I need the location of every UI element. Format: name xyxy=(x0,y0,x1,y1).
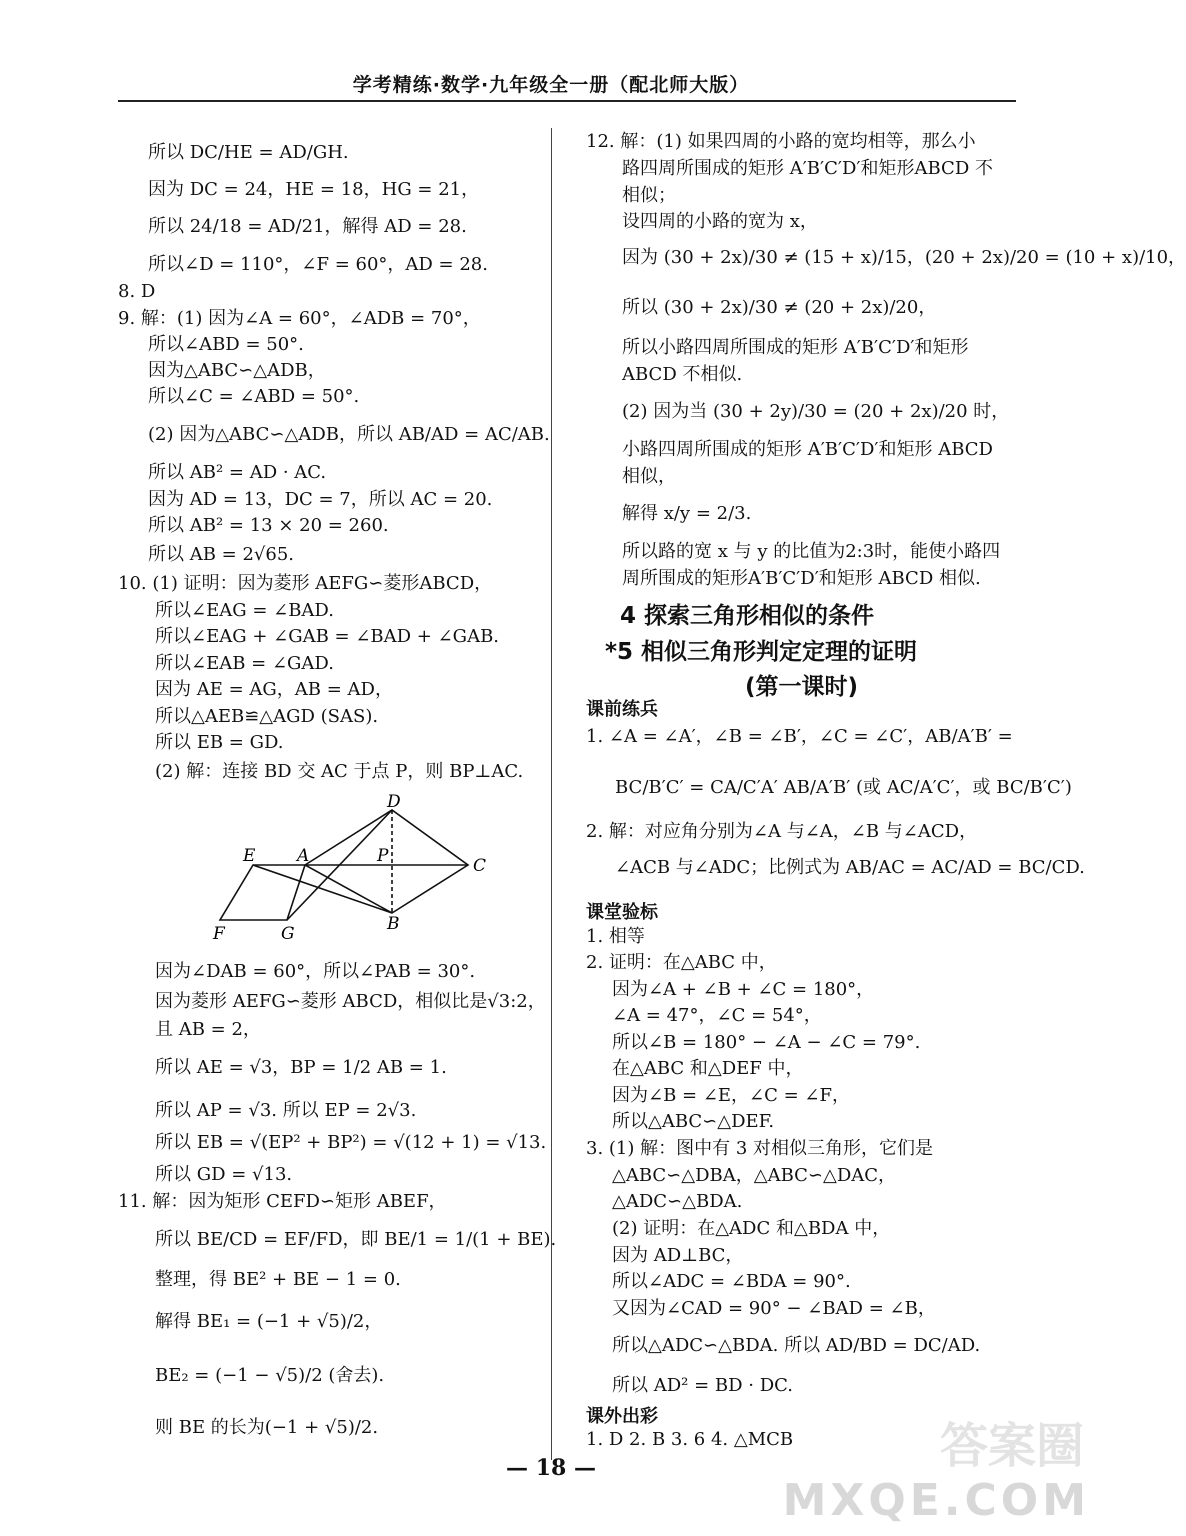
label-e: E xyxy=(243,846,256,866)
left-col-line: 因为 DC = 24，HE = 18，HG = 21， xyxy=(148,179,480,200)
left-col-line: 9. 解：(1) 因为∠A = 60°，∠ADB = 70°， xyxy=(118,308,481,329)
label-a: A xyxy=(297,846,310,866)
left-col-line: 且 AB = 2， xyxy=(155,1019,261,1040)
left-col-line: 所以∠C = ∠ABD = 50°. xyxy=(148,386,360,407)
left-col-line: 因为△ABC∽△ADB， xyxy=(148,360,326,381)
right-col-line: 1. D 2. B 3. 6 4. △MCB xyxy=(586,1429,794,1450)
subhead-in-class: 课堂验标 xyxy=(586,902,658,923)
right-col-line: 所以△ABC∽△DEF. xyxy=(612,1111,775,1132)
column-divider xyxy=(551,128,552,1460)
left-col-line: 因为 AD = 13，DC = 7，所以 AC = 20. xyxy=(148,489,493,510)
right-col-line: 所以∠ADC = ∠BDA = 90°. xyxy=(612,1271,851,1292)
right-col-line: (2) 证明：在△ADC 和△BDA 中， xyxy=(612,1218,891,1239)
right-col-line: 所以 AD² = BD · DC. xyxy=(612,1375,794,1396)
right-col-line: 12. 解：(1) 如果四周的小路的宽均相等，那么小 xyxy=(586,131,976,152)
left-col-line: 因为菱形 AEFG∽菱形 ABCD，相似比是√3:2， xyxy=(155,991,546,1012)
left-col-line: 所以 EB = GD. xyxy=(155,732,284,753)
right-col-line: ∠ACB 与∠ADC；比例式为 AB/AC = AC/AD = BC/CD. xyxy=(615,857,1085,878)
left-col-line: 所以 AP = √3. 所以 EP = 2√3. xyxy=(155,1100,417,1121)
label-c: C xyxy=(473,856,487,876)
left-col-line: 8. D xyxy=(118,281,156,302)
left-col-line: 所以 BE/CD = EF/FD，即 BE/1 = 1/(1 + BE). xyxy=(155,1229,557,1250)
label-f: F xyxy=(213,924,225,944)
right-col-line: 所以△ADC∽△BDA. 所以 AD/BD = DC/AD. xyxy=(612,1335,981,1356)
left-col-line: 所以∠EAG = ∠BAD. xyxy=(155,600,334,621)
left-col-line: 所以 GD = √13. xyxy=(155,1164,293,1185)
right-col-line: 所以∠B = 180° − ∠A − ∠C = 79°. xyxy=(612,1032,921,1053)
left-col-line: 所以∠ABD = 50°. xyxy=(148,334,304,355)
right-col-line: 所以路的宽 x 与 y 的比值为2:3时，能使小路四 xyxy=(622,541,1001,562)
right-col-line: (2) 因为当 (30 + 2y)/30 = (20 + 2x)/20 时， xyxy=(622,401,1010,422)
right-col-line: 相似； xyxy=(622,185,676,206)
right-col-line: 所以 (30 + 2x)/30 ≠ (20 + 2x)/20， xyxy=(622,297,937,318)
right-col-line: BC/B′C′ = CA/C′A′ AB/A′B′ (或 AC/A′C′，或 BC/B′C′) xyxy=(615,777,1072,798)
left-col-line: (2) 因为△ABC∽△ADB，所以 AB/AD = AC/AB. xyxy=(148,424,550,445)
left-col-line: 10. (1) 证明：因为菱形 AEFG∽菱形ABCD， xyxy=(118,573,493,594)
right-col-line: 设四周的小路的宽为 x， xyxy=(622,211,818,232)
right-col-line: 3. (1) 解：图中有 3 对相似三角形，它们是 xyxy=(586,1138,934,1159)
left-col-line: 11. 解：因为矩形 CEFD∽矩形 ABEF， xyxy=(118,1191,447,1212)
left-col-line: 因为∠DAB = 60°，所以∠PAB = 30°. xyxy=(155,961,476,982)
right-col-line: △ABC∽△DBA，△ABC∽△DAC， xyxy=(612,1165,897,1186)
left-col-line: 所以 AE = √3，BP = 1/2 AB = 1. xyxy=(155,1057,447,1078)
right-col-line: 1. 相等 xyxy=(586,926,645,947)
watermark-logo: 答案圈 xyxy=(939,1418,1084,1474)
left-col-line: 所以∠EAB = ∠GAD. xyxy=(155,653,334,674)
left-col-line: 所以 24/18 = AD/21，解得 AD = 28. xyxy=(148,216,467,237)
left-col-line: 所以△AEB≌△AGD (SAS). xyxy=(155,706,379,727)
right-col-line: ∠A = 47°，∠C = 54°， xyxy=(612,1005,822,1026)
label-b: B xyxy=(387,914,400,934)
left-col-line: 所以 AB² = AD · AC. xyxy=(148,462,327,483)
rhombus-aefg xyxy=(220,865,305,920)
left-col-line: BE₂ = (−1 − √5)/2 (舍去). xyxy=(155,1365,385,1386)
right-col-line: △ADC∽△BDA. xyxy=(612,1191,743,1212)
left-col-line: 所以∠D = 110°，∠F = 60°，AD = 28. xyxy=(148,254,488,275)
right-col-line: 因为∠A + ∠B + ∠C = 180°， xyxy=(612,979,875,1000)
left-col-line: 所以 DC/HE = AD/GH. xyxy=(148,142,349,163)
header-rule xyxy=(118,100,1016,102)
right-col-line: 因为∠B = ∠E，∠C = ∠F， xyxy=(612,1085,851,1106)
right-col-line: 2. 解：对应角分别为∠A 与∠A，∠B 与∠ACD， xyxy=(586,821,978,842)
label-p: P xyxy=(377,846,389,866)
rhombus-figure xyxy=(205,792,505,945)
left-col-line: 所以 AB = 2√65. xyxy=(148,544,295,565)
section-title-4: 4 探索三角形相似的条件 xyxy=(620,603,875,629)
right-col-line: 1. ∠A = ∠A′，∠B = ∠B′，∠C = ∠C′，AB/A′B′ = xyxy=(586,726,1013,747)
page-number: — 18 — xyxy=(506,1455,596,1481)
right-col-line: 小路四周所围成的矩形 A′B′C′D′和矩形 ABCD xyxy=(622,439,993,460)
right-col-line: 在△ABC 和△DEF 中， xyxy=(612,1058,804,1079)
page-header: 学考精练·数学·九年级全一册（配北师大版） xyxy=(352,74,750,96)
label-d: D xyxy=(387,792,401,812)
left-col-line: 所以 EB = √(EP² + BP²) = √(12 + 1) = √13. xyxy=(155,1132,547,1153)
left-col-line: 因为 AE = AG，AB = AD， xyxy=(155,679,393,700)
right-col-line: 所以小路四周所围成的矩形 A′B′C′D′和矩形 xyxy=(622,337,969,358)
right-col-line: 2. 证明：在△ABC 中， xyxy=(586,952,777,973)
left-col-line: 所以 AB² = 13 × 20 = 260. xyxy=(148,515,389,536)
right-col-line: 周所围成的矩形A′B′C′D′和矩形 ABCD 相似. xyxy=(622,568,981,589)
right-col-line: 因为 AD⊥BC， xyxy=(612,1245,744,1266)
right-col-line: 又因为∠CAD = 90° − ∠BAD = ∠B， xyxy=(612,1298,936,1319)
right-col-line: 路四周所围成的矩形 A′B′C′D′和矩形ABCD 不 xyxy=(622,158,993,179)
left-col-line: (2) 解：连接 BD 交 AC 于点 P，则 BP⊥AC. xyxy=(155,761,524,782)
segment-eb xyxy=(253,865,392,913)
subhead-after-class: 课外出彩 xyxy=(586,1406,658,1427)
subhead-pre-class: 课前练兵 xyxy=(586,699,658,720)
left-col-line: 则 BE 的长为(−1 + √5)/2. xyxy=(155,1417,379,1438)
right-col-line: 相似， xyxy=(622,466,676,487)
right-col-line: 因为 (30 + 2x)/30 ≠ (15 + x)/15，(20 + 2x)/20 = (10 + x)/10， xyxy=(622,247,1186,268)
watermark-url: MXQE.COM xyxy=(782,1475,1090,1526)
right-col-line: ABCD 不相似. xyxy=(622,364,743,385)
section-title-5: *5 相似三角形判定定理的证明 xyxy=(605,639,918,665)
right-col-line: 解得 x/y = 2/3. xyxy=(622,503,752,524)
label-g: G xyxy=(281,924,295,944)
left-col-line: 解得 BE₁ = (−1 + √5)/2， xyxy=(155,1311,383,1332)
left-col-line: 整理，得 BE² + BE − 1 = 0. xyxy=(155,1269,401,1290)
section-subtitle: (第一课时) xyxy=(745,674,859,700)
left-col-line: 所以∠EAG + ∠GAB = ∠BAD + ∠GAB. xyxy=(155,626,500,647)
